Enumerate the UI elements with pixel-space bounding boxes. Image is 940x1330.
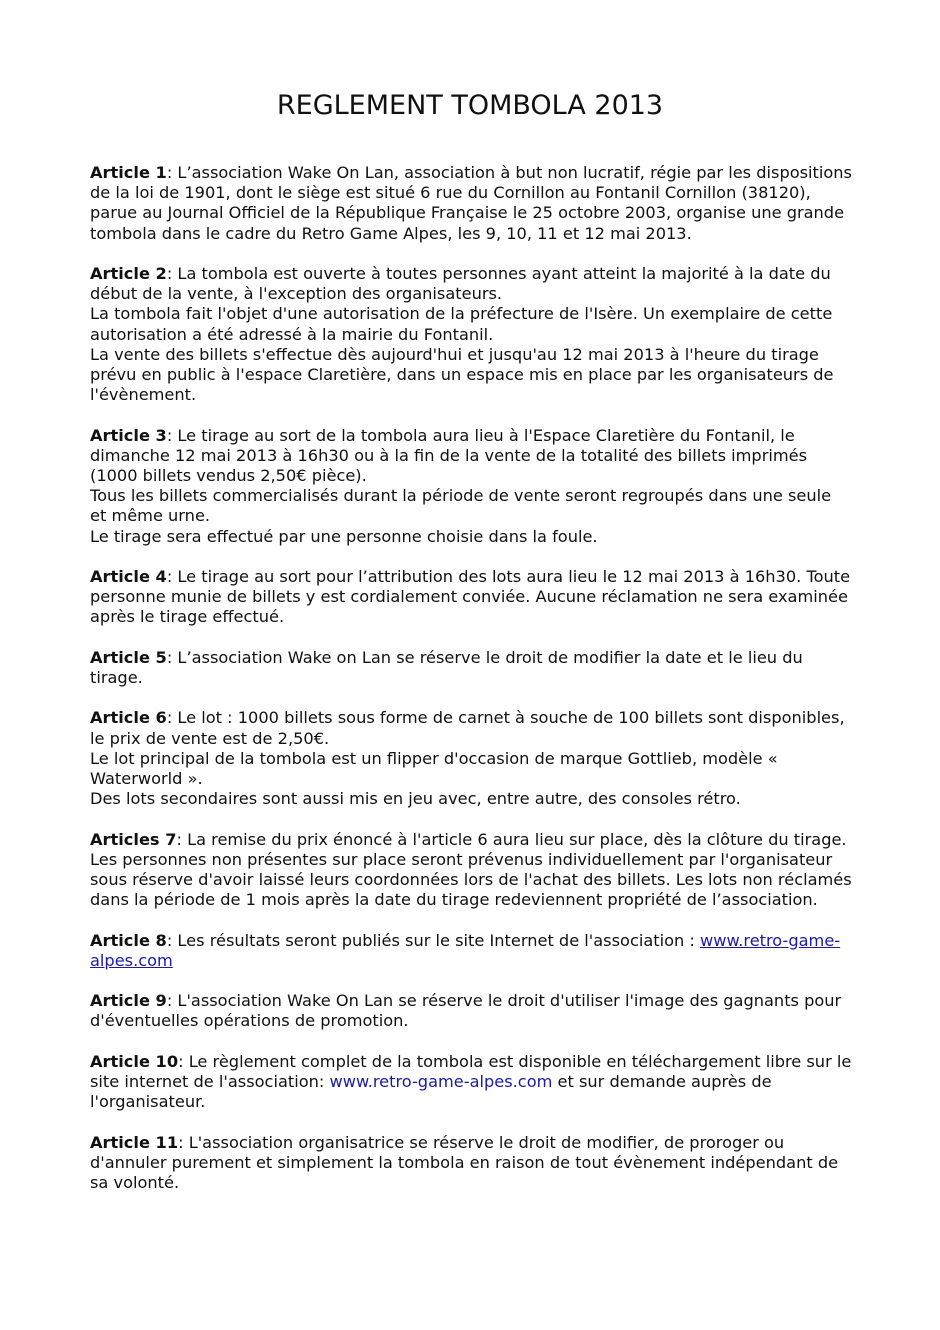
article-paragraph	[90, 1052, 852, 1113]
article-paragraph	[90, 163, 852, 244]
article-paragraph: La tombola fait l'objet d'une autorisation de la préfecture de l'Isère. Un exemplaire de cette autorisation a été adressé à la mairie du Fontanil.	[90, 304, 833, 344]
website-link-text[interactable]: www.retro-game-alpes.com	[329, 1072, 553, 1091]
article-paragraph	[90, 830, 852, 911]
article-9	[90, 991, 852, 1031]
article-text: : L’association Wake on Lan se réserve le droit de modifier la date et le lieu du tirage.	[90, 647, 803, 688]
article-text: : La tombola est ouverte à toutes personnes ayant atteint la majorité à la date du début de la vente, à l'exception des organisateurs.	[90, 264, 831, 304]
article-3	[90, 426, 852, 547]
article-paragraph	[90, 708, 852, 748]
article-2	[90, 264, 852, 405]
article-text: : Les résultats seront publiés sur le site Internet de l'association :	[166, 930, 701, 950]
article-paragraph: Des lots secondaires sont aussi mis en jeu avec, entre autre, des consoles rétro.	[90, 789, 741, 809]
article-heading: Article 11	[90, 1132, 179, 1152]
article-heading: Article 3	[90, 425, 167, 445]
article-heading: Articles 7	[90, 829, 177, 849]
article-text: : L'association organisatrice se réserve le droit de modifier, de proroger ou d'annuler purement et simplement la tombola en raison de tout évènement indépendant de sa volonté.	[90, 1132, 839, 1192]
article-heading: Article 9	[90, 991, 167, 1011]
article-paragraph	[90, 991, 852, 1031]
article-heading: Article 1	[90, 163, 167, 182]
article-paragraph: La vente des billets s'effectue dès aujourd'hui et jusqu'au 12 mai 2013 à l'heure du tirage prévu en public à l'espace Claretière, dans un espace mis en place par les organisateurs de l'évènement.	[90, 344, 834, 405]
article-text: : La remise du prix énoncé à l'article 6 aura lieu sur place, dès la clôture du tirage. Les personnes non présentes sur place seront prévenus individuellement par l'organisateur sous réserve d'avoir laissé leurs coordonnées lors de l'achat des billets. Les lots non réclamés dans la période de 1 mois après la date du tirage redeviennent propriété de l’association.	[90, 829, 852, 910]
article-heading: Article 6	[90, 708, 167, 728]
article-heading: Article 2	[90, 264, 167, 283]
article-heading: Article 5	[90, 647, 167, 667]
article-heading: Article 8	[90, 930, 167, 950]
article-paragraph	[90, 426, 852, 487]
article-11	[90, 1133, 852, 1194]
article-heading: Article 4	[90, 567, 167, 587]
article-text: : Le lot : 1000 billets sous forme de carnet à souche de 100 billets sont disponibles, le prix de vente est de 2,50€.	[90, 708, 845, 748]
article-4	[90, 567, 852, 628]
article-paragraph: Tous les billets commercialisés durant la période de vente seront regroupés dans une seule et même urne.	[90, 486, 832, 526]
article-text: et sur demande auprès de l'organisateur.	[90, 1072, 772, 1112]
article-paragraph	[90, 1133, 852, 1194]
article-heading: Article 10	[90, 1051, 179, 1071]
article-paragraph	[90, 264, 852, 304]
article-text: : L'association Wake On Lan se réserve le droit d'utiliser l'image des gagnants pour d'éventuelles opérations de promotion.	[90, 991, 842, 1031]
article-text: : Le tirage au sort de la tombola aura lieu à l'Espace Claretière du Fontanil, le dimanche 12 mai 2013 à 16h30 ou à la fin de la vente de la totalité des billets imprimés (1000 billets vendus 2,50€ pièce).	[90, 425, 808, 486]
article-paragraph	[90, 931, 852, 971]
article-10	[90, 1052, 852, 1113]
document-body	[90, 163, 852, 1213]
article-7	[90, 830, 852, 911]
article-5	[90, 648, 852, 688]
article-6	[90, 708, 852, 809]
website-link[interactable]: www.retro-game-alpes.com	[90, 930, 841, 970]
article-text: : L’association Wake On Lan, association à but non lucratif, régie par les dispositions de la loi de 1901, dont le siège est situé 6 rue du Cornillon au Fontanil Cornillon (38120), parue au Journal Officiel de la République Française le 25 octobre 2003, organise une grande tombola dans le cadre du Retro Game Alpes, les 9, 10, 11 et 12 mai 2013.	[90, 163, 852, 243]
article-paragraph	[90, 648, 852, 688]
article-paragraph: Le tirage sera effectué par une personne choisie dans la foule.	[90, 526, 598, 546]
article-8	[90, 931, 852, 971]
article-text: : Le règlement complet de la tombola est disponible en téléchargement libre sur le site internet de l'association:	[90, 1051, 852, 1091]
document-title: REGLEMENT TOMBOLA 2013	[276, 90, 664, 121]
article-text: : Le tirage au sort pour l’attribution des lots aura lieu le 12 mai 2013 à 16h30. Toute personne munie de billets y est cordialement conviée. Aucune réclamation ne sera examinée après le tirage effectué.	[90, 567, 851, 627]
article-paragraph: Le lot principal de la tombola est un flipper d'occasion de marque Gottlieb, modèle « Waterworld ».	[90, 748, 778, 789]
article-paragraph	[90, 567, 852, 628]
article-1	[90, 163, 852, 244]
